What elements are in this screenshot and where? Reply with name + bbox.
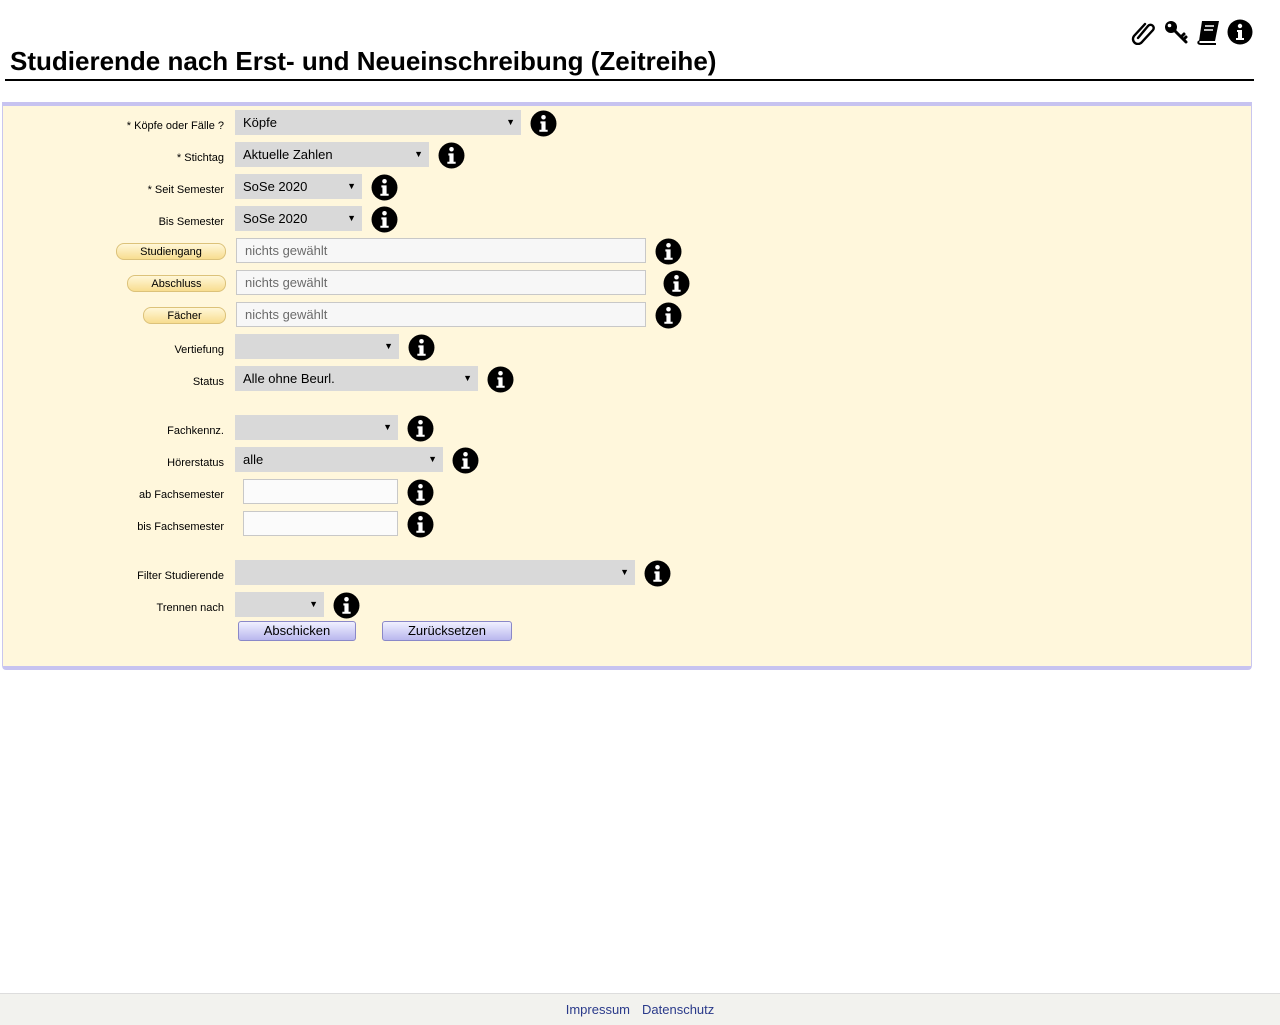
- chevron-down-icon: ▼: [414, 149, 423, 159]
- chevron-down-icon: ▼: [309, 599, 318, 609]
- chevron-down-icon: ▼: [384, 341, 393, 351]
- trennen-nach-select[interactable]: [235, 592, 324, 617]
- info-icon[interactable]: [530, 110, 557, 137]
- bis-semester-value: SoSe 2020: [243, 211, 308, 226]
- hoererstatus-value: alle: [243, 452, 264, 467]
- info-icon[interactable]: [655, 302, 682, 329]
- info-icon[interactable]: [644, 560, 671, 587]
- info-icon[interactable]: [407, 479, 434, 506]
- chevron-down-icon: ▼: [463, 373, 472, 383]
- chevron-down-icon: ▼: [506, 117, 515, 127]
- faecher-field[interactable]: nichts gewählt: [236, 302, 646, 327]
- info-icon[interactable]: [407, 415, 434, 442]
- chevron-down-icon: ▼: [383, 422, 392, 432]
- page-title: Studierende nach Erst- und Neueinschreibung (Zeitreihe): [10, 46, 717, 76]
- koepfe-faelle-value: Köpfe: [243, 115, 277, 130]
- seit-semester-select[interactable]: [235, 174, 362, 199]
- studiengang-button[interactable]: Studiengang: [116, 243, 226, 260]
- studiengang-field[interactable]: nichts gewählt: [236, 238, 646, 263]
- chevron-down-icon: ▼: [428, 454, 437, 464]
- reset-button[interactable]: Zurücksetzen: [382, 621, 512, 641]
- info-icon[interactable]: [487, 366, 514, 393]
- footer: [0, 993, 1280, 1025]
- info-icon[interactable]: [408, 334, 435, 361]
- bis-fachsemester-input[interactable]: [243, 511, 398, 536]
- query-form: [2, 102, 1252, 670]
- status-value: Alle ohne Beurl.: [243, 371, 335, 386]
- bis-semester-label: Bis Semester: [158, 216, 224, 228]
- filter-studierende-label: Filter Studierende: [137, 570, 224, 582]
- stichtag-select[interactable]: [235, 142, 429, 167]
- info-icon[interactable]: [438, 142, 465, 169]
- info-icon[interactable]: [663, 270, 690, 297]
- book-icon[interactable]: [1194, 18, 1222, 46]
- info-icon[interactable]: [452, 447, 479, 474]
- chevron-down-icon: ▼: [347, 213, 356, 223]
- abschluss-field[interactable]: nichts gewählt: [236, 270, 646, 295]
- fachkennz-label: Fachkennz.: [167, 425, 224, 437]
- title-divider: [5, 79, 1254, 81]
- bis-semester-select[interactable]: [235, 206, 362, 231]
- vertiefung-label: Vertiefung: [174, 344, 224, 356]
- info-icon[interactable]: [1226, 18, 1254, 46]
- stichtag-label: * Stichtag: [176, 152, 224, 164]
- info-icon[interactable]: [371, 206, 398, 233]
- hoererstatus-label: Hörerstatus: [167, 457, 224, 469]
- header-toolbar: [1130, 18, 1254, 46]
- seit-semester-label: * Seit Semester: [147, 184, 224, 196]
- trennen-nach-label: Trennen nach: [156, 602, 224, 614]
- chevron-down-icon: ▼: [620, 567, 629, 577]
- koepfe-faelle-label: * Köpfe oder Fälle ?: [126, 120, 224, 132]
- info-icon[interactable]: [407, 511, 434, 538]
- status-label: Status: [192, 376, 224, 388]
- paperclip-icon[interactable]: [1130, 18, 1158, 46]
- ab-fachsemester-label: ab Fachsemester: [139, 489, 224, 501]
- info-icon[interactable]: [655, 238, 682, 265]
- vertiefung-select[interactable]: [235, 334, 399, 359]
- bis-fachsemester-label: bis Fachsemester: [137, 521, 224, 533]
- key-icon[interactable]: [1162, 18, 1190, 46]
- datenschutz-link[interactable]: Datenschutz: [642, 1002, 715, 1017]
- submit-button[interactable]: Abschicken: [238, 621, 356, 641]
- info-icon[interactable]: [333, 592, 360, 619]
- fachkennz-select[interactable]: [235, 415, 398, 440]
- ab-fachsemester-input[interactable]: [243, 479, 398, 504]
- stichtag-value: Aktuelle Zahlen: [243, 147, 333, 162]
- hoererstatus-select[interactable]: [235, 447, 443, 472]
- abschluss-button[interactable]: Abschluss: [127, 275, 226, 292]
- chevron-down-icon: ▼: [347, 181, 356, 191]
- info-icon[interactable]: [371, 174, 398, 201]
- seit-semester-value: SoSe 2020: [243, 179, 308, 194]
- status-select[interactable]: [235, 366, 478, 391]
- filter-studierende-select[interactable]: [235, 560, 635, 585]
- impressum-link[interactable]: Impressum: [565, 1002, 631, 1017]
- faecher-button[interactable]: Fächer: [143, 307, 226, 324]
- koepfe-faelle-select[interactable]: [235, 110, 521, 135]
